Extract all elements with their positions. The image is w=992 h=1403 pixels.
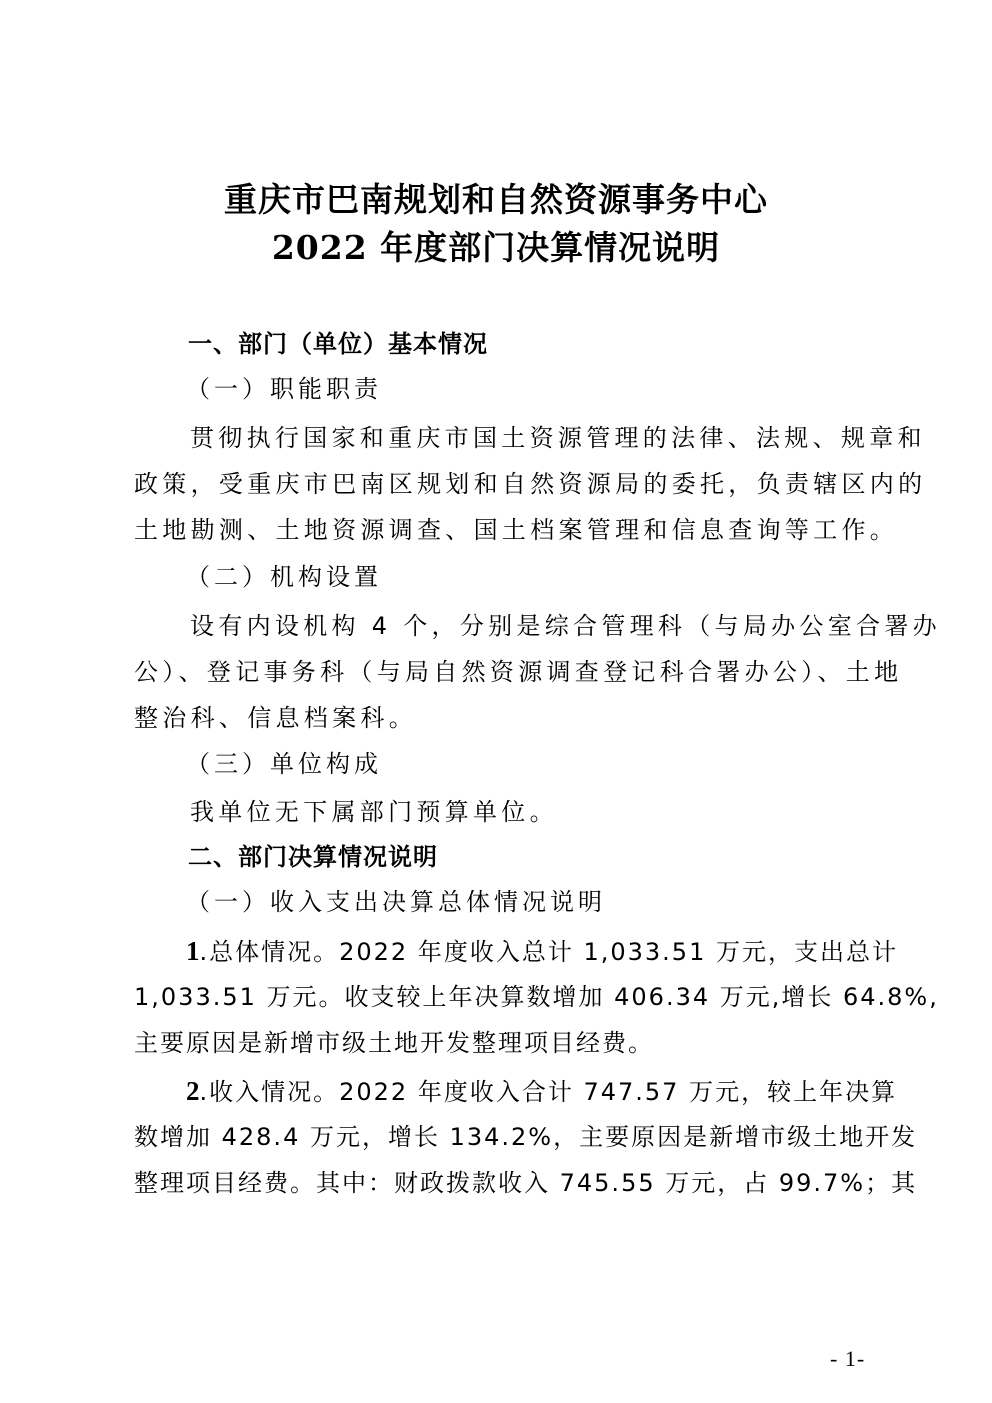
section1-sub1-heading: （一）职能职责	[186, 375, 382, 403]
paragraph-line: 整治科、信息档案科。	[134, 704, 417, 732]
paragraph-line	[186, 1074, 897, 1109]
document-title-line1: 重庆市巴南规划和自然资源事务中心	[224, 180, 768, 219]
paragraph-line: 1,033.51 万元。收支较上年决算数增加 406.34 万元,增长 64.8%,	[134, 983, 939, 1011]
paragraph-line: 贯彻执行国家和重庆市国土资源管理的法律、法规、规章和	[190, 424, 926, 452]
item-number: 2	[186, 1076, 200, 1106]
paragraph-line: 数增加 428.4 万元，增长 134.2%，主要原因是新增市级土地开发	[134, 1123, 918, 1151]
item-text: .收入情况。2022 年度收入合计 747.57 万元，较上年决算	[199, 1078, 898, 1106]
section2-sub1-heading: （一）收入支出决算总体情况说明	[186, 888, 606, 916]
section2-heading: 二、部门决算情况说明	[188, 843, 438, 871]
section1-sub3-heading: （三）单位构成	[186, 750, 382, 778]
section1-heading: 一、部门（单位）基本情况	[188, 330, 488, 358]
item-number: 1	[186, 936, 200, 966]
paragraph-line: 土地勘测、土地资源调查、国土档案管理和信息查询等工作。	[134, 516, 899, 544]
paragraph-line	[186, 934, 898, 969]
paragraph-line: 我单位无下属部门预算单位。	[190, 798, 558, 826]
paragraph-line: 主要原因是新增市级土地开发整理项目经费。	[134, 1029, 654, 1057]
item-text: .总体情况。2022 年度收入总计 1,033.51 万元，支出总计	[199, 938, 898, 966]
document-title-line2: 2022 年度部门决算情况说明	[271, 228, 721, 267]
paragraph-line: 整理项目经费。其中：财政拨款收入 745.55 万元，占 99.7%；其	[134, 1169, 918, 1197]
section1-sub2-heading: （二）机构设置	[186, 563, 382, 591]
page-number: - 1-	[830, 1346, 866, 1371]
paragraph-line: 设有内设机构 4 个，分别是综合管理科（与局办公室合署办	[190, 612, 941, 640]
paragraph-line: 公）、登记事务科（与局自然资源调查登记科合署办公）、土地	[134, 658, 903, 686]
paragraph-line: 政策，受重庆市巴南区规划和自然资源局的委托，负责辖区内的	[134, 470, 927, 498]
